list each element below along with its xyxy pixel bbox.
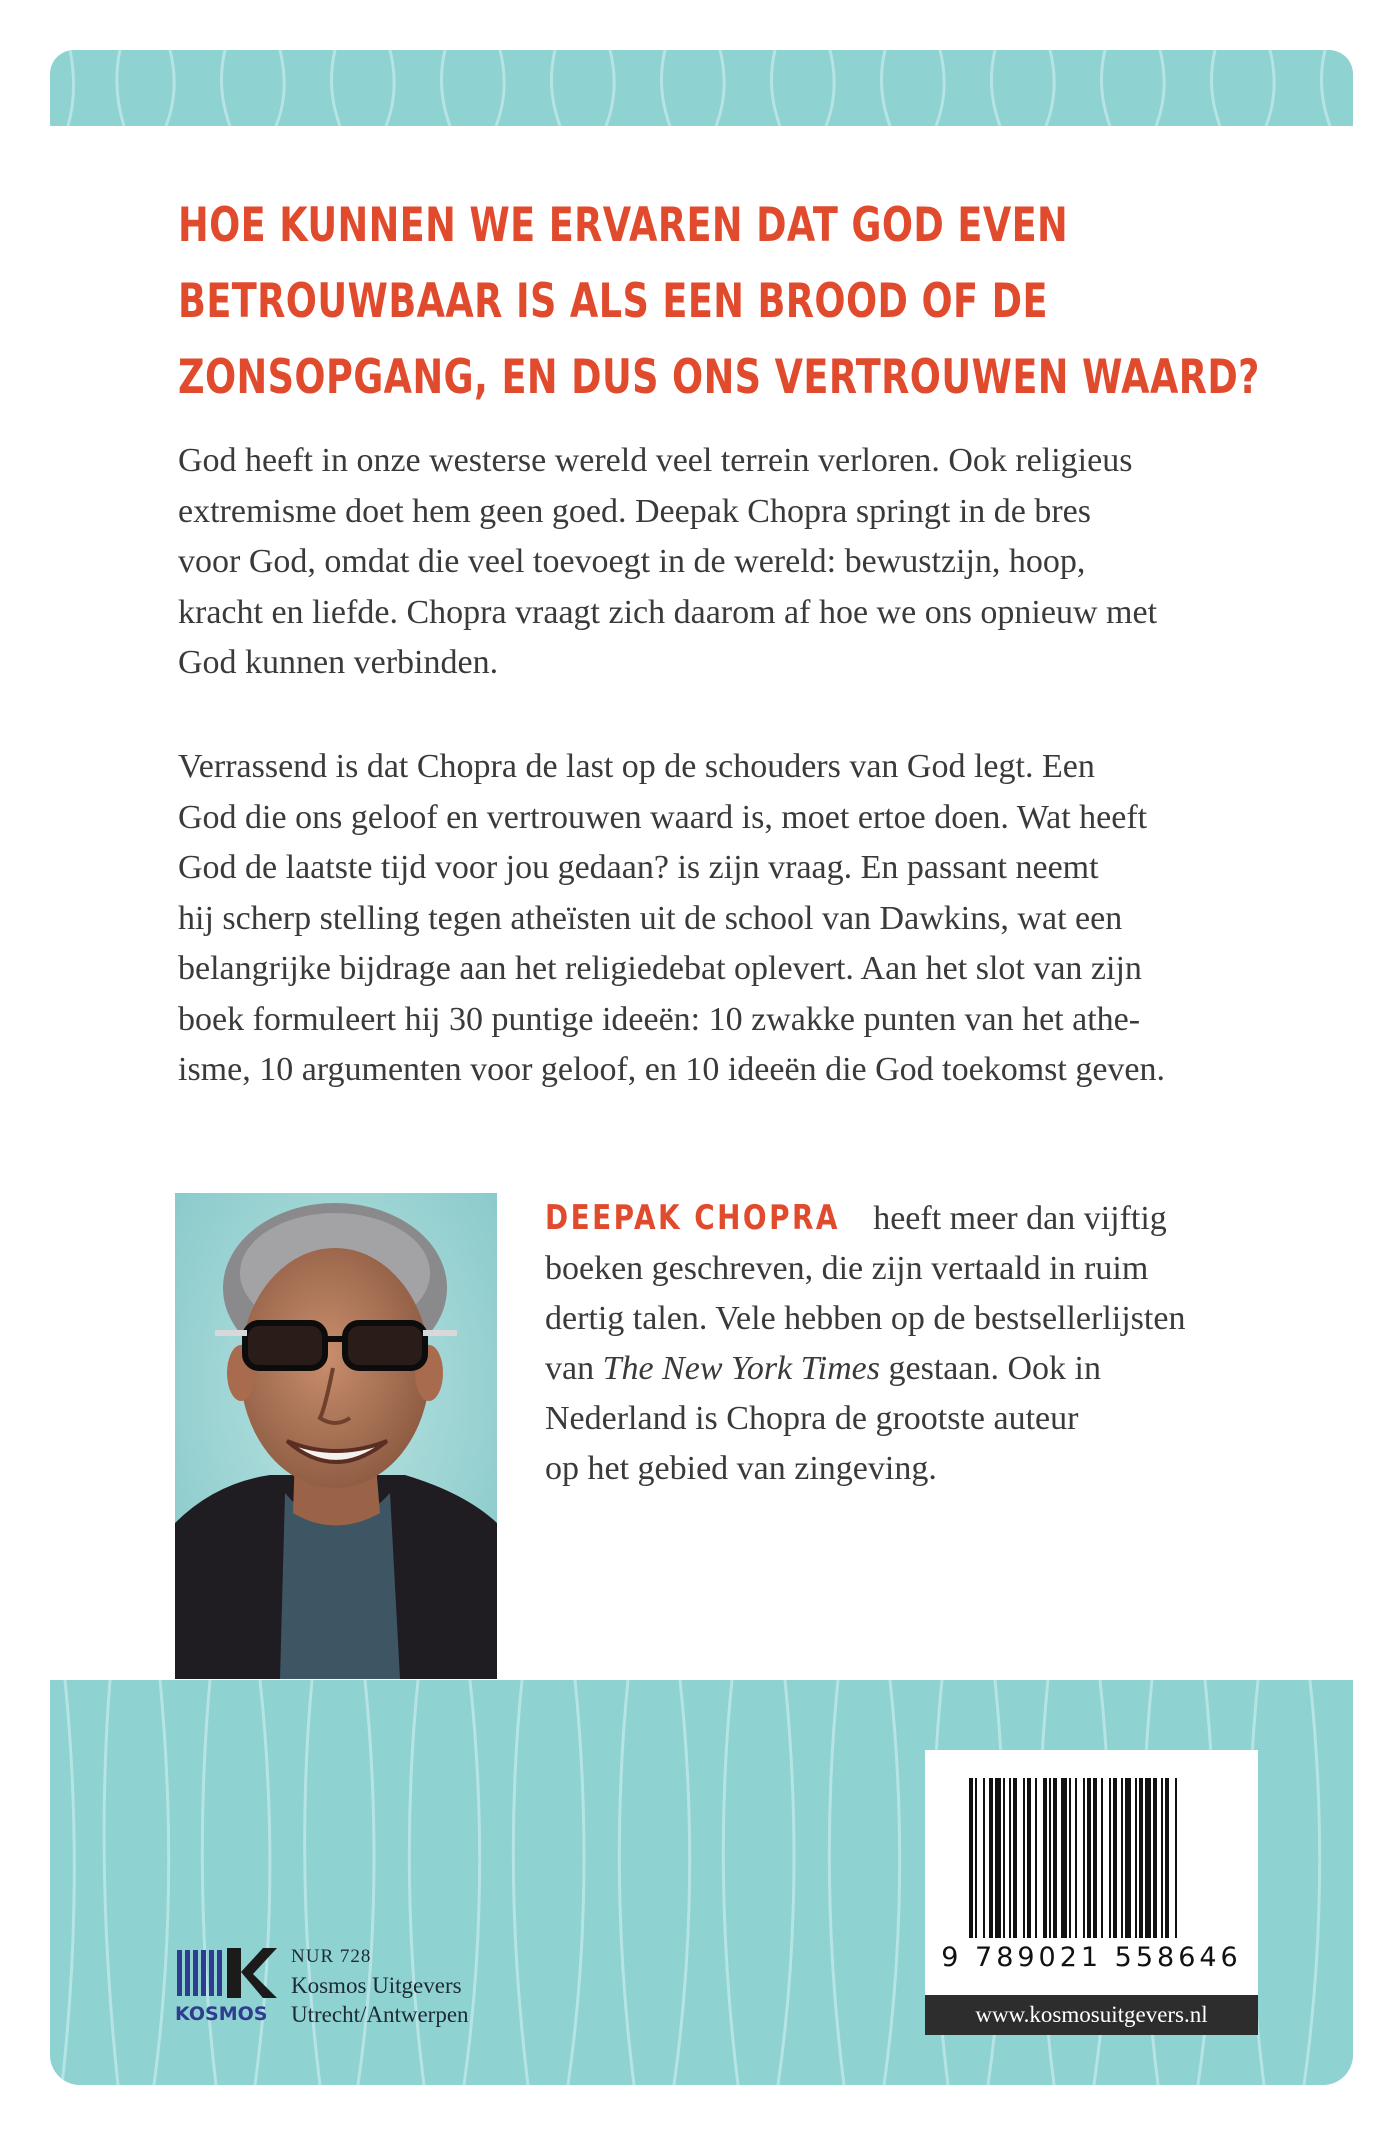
barcode-bar [1061, 1778, 1067, 1938]
text-line: God heeft in onze westerse wereld veel terrein verloren. Ook religieus [178, 442, 1133, 479]
text-line: boek formuleert hij 30 puntige ideeën: 10 zwakke punten van het athe- [178, 1000, 1141, 1038]
bio-text: gestaan. Ook in [880, 1350, 1101, 1387]
barcode-bar [1087, 1778, 1091, 1938]
bio-line: dertig talen. Vele hebben op de bestsellerlijsten [545, 1300, 1186, 1337]
portrait-photo-icon [175, 1193, 497, 1679]
barcode-bar [995, 1778, 1001, 1938]
publisher-info [175, 1942, 555, 2027]
text-line: belangrijke bijdrage aan het religiedebat oplevert. Aan het slot van zijn [178, 950, 1142, 987]
text-line: voor God, omdat die veel toevoegt in de wereld: bewustzijn, hoop, [178, 543, 1086, 580]
bio-text: van [545, 1350, 603, 1387]
kosmos-logo [175, 1944, 278, 2024]
barcode-bar [1009, 1778, 1011, 1938]
headline-line: ZONSOPGANG, EN DUS ONS VERTROUWEN WAARD? [178, 350, 1260, 405]
barcode-bar [1145, 1778, 1151, 1938]
description-paragraph [178, 742, 1278, 1096]
text-line: isme, 10 argumenten voor geloof, en 10 ideeën die God toekomst geven. [178, 1051, 1166, 1088]
barcode-bar [1125, 1778, 1131, 1938]
barcode-icon [925, 1750, 1258, 1950]
top-decorative-band [50, 50, 1353, 126]
barcode-bar [1165, 1778, 1169, 1938]
barcode-bar [1101, 1778, 1103, 1938]
publisher-text [291, 1942, 469, 2029]
nur-code: NUR 728 [291, 1946, 372, 1967]
barcode-bar [1069, 1778, 1071, 1938]
author-name: DEEPAK CHOPRA [545, 1198, 840, 1238]
barcode-bar [1075, 1778, 1077, 1938]
logo-wordmark: KOSMOS [175, 2003, 268, 2024]
text-line: God die ons geloof en vertrouwen waard is, moet ertoe doen. Wat heeft [178, 798, 1148, 836]
headline-line: BETROUWBAAR IS ALS EEN BROOD OF DE [178, 274, 1048, 329]
bio-text: heeft meer dan vijftig [873, 1200, 1167, 1237]
barcode-bar [1083, 1778, 1085, 1938]
barcode-bar [1109, 1778, 1111, 1938]
text-line: hij scherp stelling tegen atheïsten uit de school van Dawkins, wat een [178, 899, 1123, 937]
text-line: God kunnen verbinden. [178, 644, 499, 681]
barcode-bar [1161, 1778, 1163, 1938]
barcode-bar [1053, 1778, 1057, 1938]
text-line: extremisme doet hem geen goed. Deepak Chopra springt in de bres [178, 492, 1092, 530]
barcode-bar [1023, 1778, 1025, 1938]
barcode-bar [983, 1778, 985, 1938]
barcode-bar [1153, 1778, 1157, 1938]
headline-line: HOE KUNNEN WE ERVAREN DAT GOD EVEN [178, 198, 1069, 253]
author-photo [175, 1193, 497, 1679]
text-line: God de laatste tijd voor jou gedaan? is zijn vraag. En passant neemt [178, 849, 1099, 886]
publisher-city: Utrecht/Antwerpen [291, 2002, 469, 2027]
barcode-bar [975, 1778, 977, 1938]
barcode-bar [1113, 1778, 1117, 1938]
barcode-bar [1027, 1778, 1031, 1938]
headline [178, 188, 1260, 416]
bio-line: Nederland is Chopra de grootste auteur [545, 1400, 1079, 1437]
barcode-bar [1121, 1778, 1123, 1938]
barcode-bar [1049, 1778, 1051, 1938]
bio-line [545, 1193, 1305, 1244]
barcode-bar [1043, 1778, 1047, 1938]
bio-line [545, 1344, 1305, 1394]
bio-line: boeken geschreven, die zijn vertaald in ruim [545, 1250, 1149, 1287]
barcode-bar [1003, 1778, 1005, 1938]
newspaper-title: The New York Times [602, 1350, 881, 1387]
website-url: www.kosmosuitgevers.nl [925, 1995, 1258, 2035]
text-line: kracht en liefde. Chopra vraagt zich daarom af hoe we ons opnieuw met [178, 593, 1158, 631]
intro-paragraph [178, 436, 1278, 689]
barcode-bar [1013, 1778, 1017, 1938]
barcode-bar [1135, 1778, 1137, 1938]
barcode-bar [1139, 1778, 1143, 1938]
barcode-bar [1035, 1778, 1037, 1938]
bio-line: op het gebied van zingeving. [545, 1450, 937, 1487]
text-line: Verrassend is dat Chopra de last op de schouders van God legt. Een [178, 748, 1095, 785]
publisher-name: Kosmos Uitgevers [291, 1973, 462, 1998]
wood-grain-pattern [50, 50, 1353, 126]
barcode-bar [969, 1778, 973, 1938]
barcode-bar [1093, 1778, 1097, 1938]
author-bio [545, 1193, 1305, 1494]
barcode-bar [989, 1778, 993, 1938]
isbn-barcode [925, 1750, 1258, 1995]
isbn-number: 9 789021 558646 [941, 1942, 1242, 1973]
kosmos-logo-icon [175, 1944, 278, 2024]
barcode-bar [1175, 1778, 1177, 1938]
